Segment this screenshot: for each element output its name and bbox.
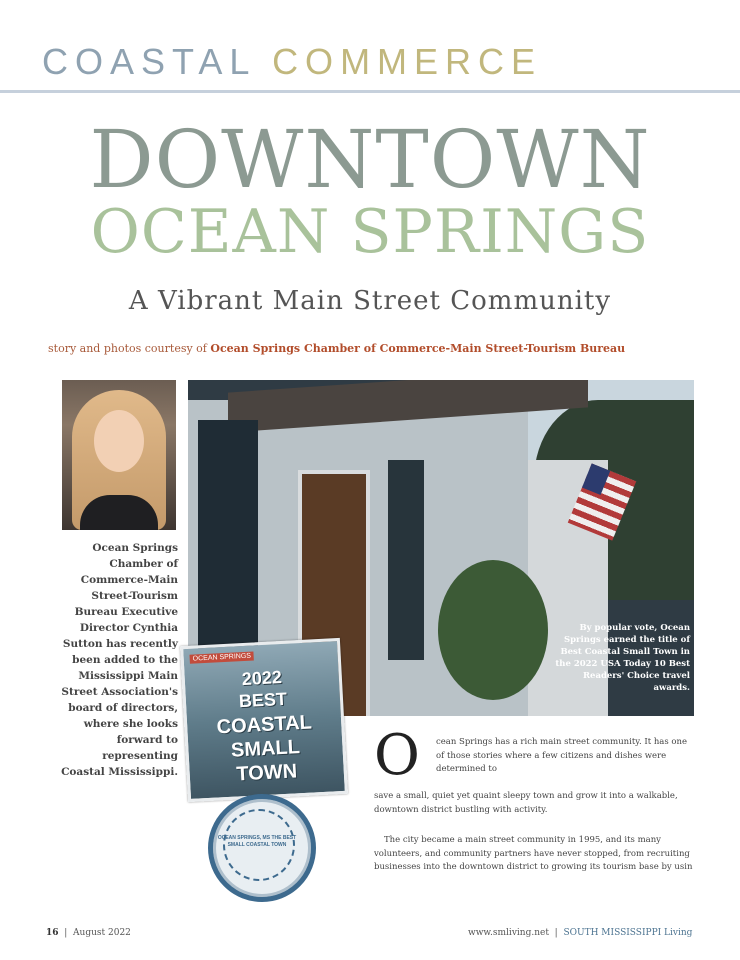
seal-text: OCEAN SPRINGS, MS THE BEST SMALL COASTAL TOWN — [217, 835, 297, 848]
article-paragraph-2: The city became a main street community in 1995, and its many volunteers, and community partners have never stopped, from recruiting businesses into the downtown district to growing its tourism base by usin — [374, 835, 693, 872]
kicker-coastal: COASTAL — [42, 41, 256, 82]
credit-source: Ocean Springs Chamber of Commerce-Main Street-Tourism Bureau — [210, 342, 626, 355]
award-seal-icon — [208, 794, 316, 902]
headline-line1: DOWNTOWN — [89, 113, 651, 206]
website-link[interactable]: www.smliving.net — [468, 928, 549, 938]
portrait-shirt — [80, 495, 158, 530]
poster-best: BEST — [238, 688, 288, 712]
kicker-commerce: COMMERCE — [272, 41, 543, 82]
poster-tag: OCEAN SPRINGS — [189, 651, 254, 663]
drop-cap: O — [374, 723, 420, 788]
photo-window — [198, 420, 258, 650]
best-coastal-town-poster — [180, 638, 348, 802]
magazine-name: SOUTH MISSISSIPPI Living — [563, 928, 693, 938]
headline-line2: OCEAN SPRINGS — [90, 197, 650, 267]
poster-coastal: COASTAL — [216, 711, 313, 739]
section-kicker — [42, 41, 543, 82]
poster-year: 2022 — [241, 667, 283, 690]
footer-left — [46, 928, 131, 938]
photo-window — [388, 460, 424, 660]
footer-separator: | — [554, 928, 558, 938]
article-paragraph-1: cean Springs has a rich main street community. It has one of those stories where a few citizens and dishes were determined to — [436, 737, 688, 774]
issue-date: August 2022 — [73, 928, 131, 938]
photo-plants — [438, 560, 548, 700]
credit-prefix: story and photos courtesy of — [48, 342, 207, 355]
poster-town: TOWN — [235, 760, 298, 786]
portrait-photo — [62, 380, 176, 530]
article-paragraph-1-cont: save a small, quiet yet quaint sleepy town and grow it into a walkable, downtown district bustling with activity. — [374, 791, 678, 815]
header-divider — [0, 90, 740, 93]
subheadline: A Vibrant Main Street Community — [128, 286, 612, 316]
portrait-bio-caption: Ocean Springs Chamber of Commerce-Main Street-Tourism Bureau Executive Director Cynthia Sutton has recently been added to the Mississippi Main Street Association's board of directors, where she looks forward to representing Coastal Mississippi. — [61, 542, 178, 778]
poster-small: SMALL — [230, 736, 301, 762]
portrait-face — [94, 410, 144, 472]
page-number: 16 — [46, 928, 59, 938]
footer-right — [468, 928, 692, 938]
footer-separator: | — [64, 928, 68, 938]
photo-credit — [48, 342, 625, 355]
photo-caption: By popular vote, Ocean Springs earned the title of Best Coastal Small Town in the 2022 USA Today 10 Best Readers' Choice travel awards. — [555, 623, 690, 693]
